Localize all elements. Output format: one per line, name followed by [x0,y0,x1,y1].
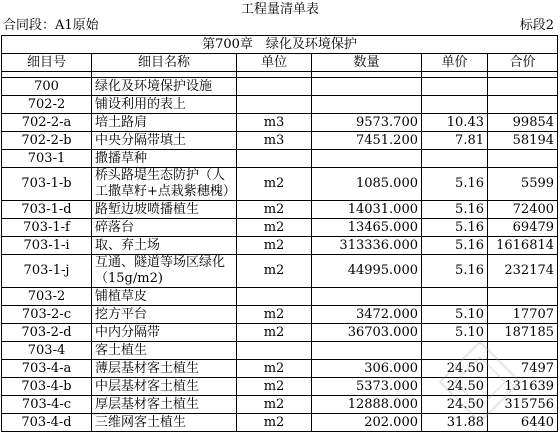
item-qty: 9573.700 [312,114,422,132]
watermark-logo [420,337,540,427]
item-qty: 12888.000 [312,396,422,414]
item-total: 7497 [488,360,558,378]
chapter-title: 第700章 绿化及环境保护 [2,36,558,54]
item-name: 绿化及环境保护设施 [92,78,237,96]
item-price: 5.16 [422,168,488,201]
item-price: 5.10 [422,306,488,324]
item-total: 6440 [488,414,558,432]
item-unit [237,288,312,306]
item-code: 703-4-b [2,378,92,396]
item-name: 中层基材客土植生 [92,378,237,396]
item-unit: m2 [237,396,312,414]
item-price: 24.50 [422,396,488,414]
item-unit: m2 [237,324,312,342]
item-total: 1616814 [488,237,558,255]
item-name: 碎落台 [92,219,237,237]
item-qty: 13465.000 [312,219,422,237]
item-code: 703-4 [2,342,92,360]
item-name: 三维网客土植生 [92,414,237,432]
item-unit [237,150,312,168]
item-total: 232174 [488,255,558,288]
item-price [422,78,488,96]
item-qty: 313336.000 [312,237,422,255]
item-name: 厚层基材客土植生 [92,396,237,414]
item-price: 31.88 [422,414,488,432]
item-name: 铺植草皮 [92,288,237,306]
item-total: 17707 [488,306,558,324]
item-qty [312,288,422,306]
item-code: 702-2-a [2,114,92,132]
item-total: 131639 [488,378,558,396]
item-qty: 1085.000 [312,168,422,201]
item-price: 10.43 [422,114,488,132]
item-code: 703-1-d [2,201,92,219]
item-unit: m2 [237,306,312,324]
item-total: 187185 [488,324,558,342]
header-total: 合价 [488,54,558,72]
header-qty: 数量 [312,54,422,72]
item-total: 69479 [488,219,558,237]
meta-row [0,18,560,34]
item-name: 取、弃土场 [92,237,237,255]
bid-section: 标段2 [519,18,554,33]
item-name: 撒播草种 [92,150,237,168]
table-row [2,306,558,324]
item-unit: m2 [237,237,312,255]
item-qty: 7451.200 [312,132,422,150]
item-qty: 44995.000 [312,255,422,288]
item-price: 5.10 [422,324,488,342]
item-unit: m2 [237,378,312,396]
item-name: 路堑边坡喷播植生 [92,201,237,219]
item-price: 5.16 [422,201,488,219]
item-unit: m3 [237,114,312,132]
item-unit [237,96,312,114]
item-price [422,96,488,114]
item-qty: 202.000 [312,414,422,432]
item-name: 客土植生 [92,342,237,360]
item-code: 703-1-i [2,237,92,255]
header-code: 细目号 [2,54,92,72]
item-unit: m2 [237,219,312,237]
header-price: 单价 [422,54,488,72]
item-code: 703-4-a [2,360,92,378]
item-qty: 5373.000 [312,378,422,396]
table-row [2,288,558,306]
item-price [422,288,488,306]
item-qty: 306.000 [312,360,422,378]
item-total [488,78,558,96]
item-unit: m3 [237,132,312,150]
item-code: 703-2-d [2,324,92,342]
item-total [488,150,558,168]
item-price: 5.16 [422,237,488,255]
item-code: 703-1-j [2,255,92,288]
item-total: 99854 [488,114,558,132]
item-name: 培土路肩 [92,114,237,132]
item-qty: 36703.000 [312,324,422,342]
item-total: 58194 [488,132,558,150]
item-code: 703-2-c [2,306,92,324]
table-row [2,78,558,96]
item-price: 7.81 [422,132,488,150]
item-unit: m2 [237,168,312,201]
item-price [422,150,488,168]
item-unit: m2 [237,414,312,432]
item-code: 702-2-b [2,132,92,150]
item-code: 703-1-b [2,168,92,201]
table-row [2,114,558,132]
item-code: 702-2 [2,96,92,114]
item-total: 315756 [488,396,558,414]
item-unit [237,78,312,96]
item-name: 薄层基材客土植生 [92,360,237,378]
item-total [488,96,558,114]
item-qty [312,342,422,360]
header-name: 细目名称 [92,54,237,72]
item-unit: m2 [237,360,312,378]
item-total: 5599 [488,168,558,201]
item-price: 24.50 [422,378,488,396]
table-row [2,237,558,255]
item-name: 中内分隔带 [92,324,237,342]
item-name: 铺设利用的表上 [92,96,237,114]
item-code: 703-2 [2,288,92,306]
item-qty [312,150,422,168]
item-name: 互通、隧道等场区绿化（15g/m2) [92,255,237,288]
item-total [488,288,558,306]
item-qty [312,78,422,96]
item-qty: 3472.000 [312,306,422,324]
item-unit: m2 [237,255,312,288]
header-unit: 单位 [237,54,312,72]
item-code: 703-1-f [2,219,92,237]
item-qty: 14031.000 [312,201,422,219]
table-row [2,219,558,237]
item-price: 5.16 [422,219,488,237]
table-row [2,132,558,150]
item-price: 5.16 [422,255,488,288]
page-title: 工程量清单表 [240,2,319,17]
item-code: 703-4-c [2,396,92,414]
item-code: 703-4-d [2,414,92,432]
item-price: 24.50 [422,360,488,378]
item-name: 挖方平台 [92,306,237,324]
table-row [2,255,558,288]
item-code: 700 [2,78,92,96]
item-unit [237,342,312,360]
chapter-row [2,36,558,54]
table-row [2,150,558,168]
contract-section: 合同段：A1原始 [3,18,99,33]
table-row [2,201,558,219]
item-code: 703-1 [2,150,92,168]
item-total: 72400 [488,201,558,219]
item-name: 桥头路堤生态防护（人工撒草籽+点栽紫穗槐） [92,168,237,201]
header-row [2,54,558,72]
item-unit: m2 [237,201,312,219]
item-name: 中央分隔带填土 [92,132,237,150]
item-qty [312,96,422,114]
table-row [2,96,558,114]
table-row [2,168,558,201]
